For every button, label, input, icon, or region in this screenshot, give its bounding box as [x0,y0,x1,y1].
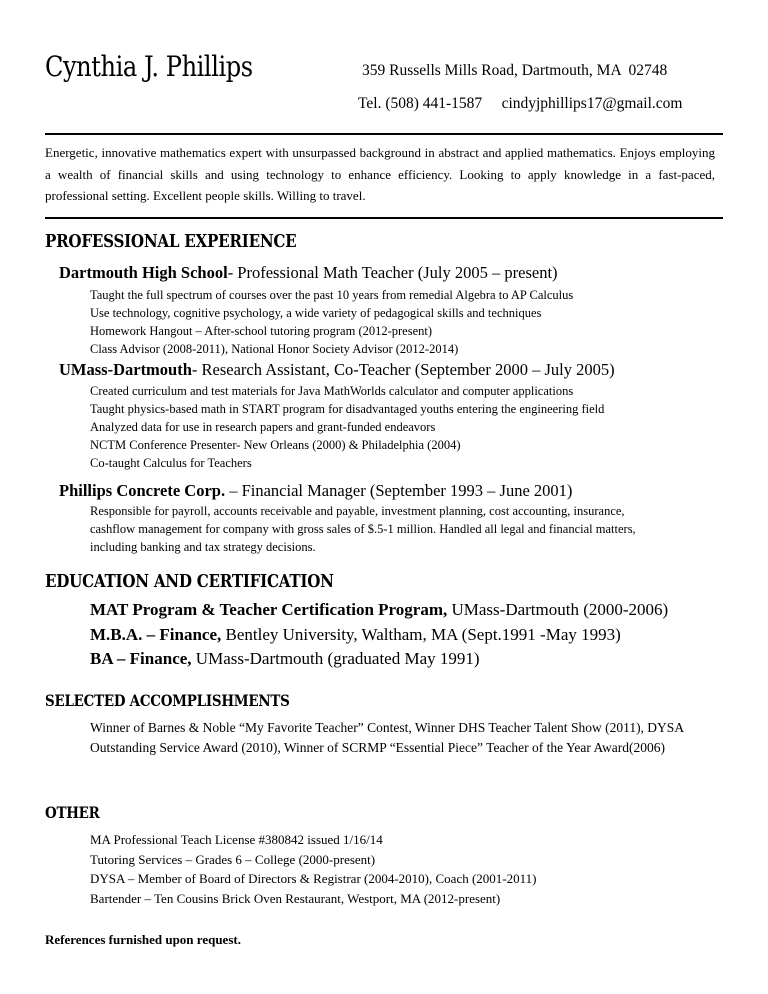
list-item: Responsible for payroll, accounts receivable and payable, investment planning, cost accounting, insurance, [90,504,625,518]
list-item: Analyzed data for use in research papers and grant-funded endeavors [90,420,436,434]
divider [45,133,723,135]
role: - Professional Math Teacher (July 2005 – present) [227,263,558,282]
list-item [90,623,668,648]
institution: UMass-Dartmouth (2000-2006) [447,600,669,619]
degree: M.B.A. – Finance, [90,624,222,644]
list-item [90,647,668,672]
list-item: cashflow management for company with gross sales of $.5-1 million. Handled all legal and financial matters, [90,522,636,536]
list-item: Tutoring Services – Grades 6 – College (2000-present) [90,851,376,867]
list-item: Use technology, cognitive psychology, a wide variety of pedagogical skills and techniques [90,306,542,320]
list-item: Created curriculum and test materials for Java MathWorlds calculator and computer applications [90,384,574,398]
job-title-line [59,263,558,283]
email: cindyjphillips17@gmail.com [501,95,683,112]
list-item: Taught physics-based math in START program for disadvantaged youths entering the engineering field [90,402,605,416]
job-title-line [59,481,572,501]
employer: Phillips Concrete Corp. [59,481,226,500]
list-item: Homework Hangout – After-school tutoring program (2012-present) [90,324,433,338]
contact-line [358,95,682,113]
role: - Research Assistant, Co-Teacher (September 2000 – July 2005) [191,360,615,379]
list-item: Taught the full spectrum of courses over the past 10 years from remedial Algebra to AP Calculus [90,288,574,302]
list-item: Co-taught Calculus for Teachers [90,456,252,470]
candidate-name: Cynthia J. Phillips [45,50,253,83]
employer: Dartmouth High School [59,263,228,282]
phone: Tel. (508) 441-1587 [358,95,483,112]
job-details [90,502,636,556]
divider [45,217,723,219]
section-heading-other: OTHER [45,803,100,822]
other-list [90,830,536,908]
accomplishments-text: Winner of Barnes & Noble “My Favorite Teacher” Contest, Winner DHS Teacher Talent Show (2011), DYSA Outstanding Service Award (2010), Winner of SCRMP “Essential Piece” Teacher of the Year Award(2006) [90,720,684,755]
degree: BA – Finance, [90,649,192,668]
job-title-line [59,360,615,380]
list-item: DYSA – Member of Board of Directors & Registrar (2004-2010), Coach (2001-2011) [90,871,537,886]
list-item [90,598,668,623]
job-details [90,286,573,358]
list-item: NCTM Conference Presenter- New Orleans (2000) & Philadelphia (2004) [90,438,461,452]
degree: MAT Program & Teacher Certification Program, [90,600,448,619]
employer: UMass-Dartmouth [59,360,192,379]
summary: Energetic, innovative mathematics expert with unsurpassed background in abstract and applied mathematics. Enjoys employing a wealth of financial skills and using technology to enhance efficiency. Looking to apply knowledge in a fast-paced, professional setting. Excellent people skills. Willing to travel. [45,145,715,203]
institution: UMass-Dartmouth (graduated May 1991) [191,649,480,668]
references-note: References furnished upon request. [45,932,241,947]
section-heading-accomplishments: SELECTED ACCOMPLISHMENTS [45,691,290,710]
job-details [90,382,604,472]
list-item: Bartender – Ten Cousins Brick Oven Restaurant, Westport, MA (2012-present) [90,890,501,906]
list-item: MA Professional Teach License #380842 issued 1/16/14 [90,832,383,847]
section-heading-experience: PROFESSIONAL EXPERIENCE [45,231,297,252]
section-heading-education: EDUCATION AND CERTIFICATION [45,571,334,592]
education-list [90,598,668,672]
list-item: including banking and tax strategy decisions. [90,540,316,554]
address: 359 Russells Mills Road, Dartmouth, MA 02748 [362,62,668,79]
institution: Bentley University, Waltham, MA (Sept.1991 -May 1993) [221,624,621,644]
list-item: Class Advisor (2008-2011), National Honor Society Advisor (2012-2014) [90,342,459,356]
role: – Financial Manager (September 1993 – June 2001) [225,481,573,500]
